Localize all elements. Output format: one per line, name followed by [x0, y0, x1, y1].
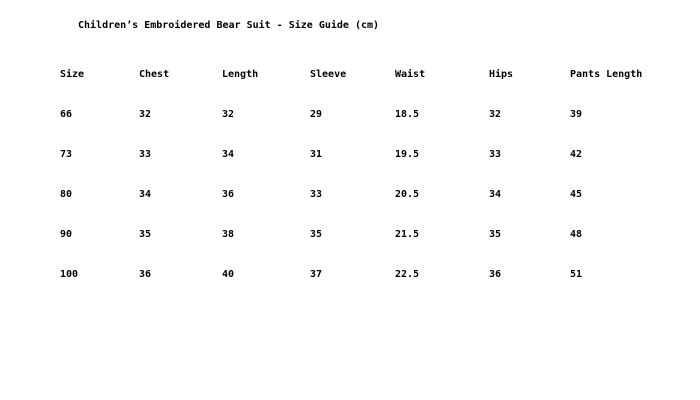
table-cell: 18.5 [395, 109, 420, 120]
column-header: Size [60, 69, 85, 80]
table-cell: 19.5 [395, 149, 420, 160]
table-cell: 20.5 [395, 189, 420, 200]
table-cell: 42 [570, 149, 583, 160]
table-cell: 45 [570, 189, 583, 200]
size-table [60, 69, 700, 309]
table-cell: 51 [570, 269, 583, 280]
table-cell: 36 [489, 269, 502, 280]
table-cell: 34 [139, 189, 152, 200]
table-row [60, 149, 700, 189]
table-cell: 36 [139, 269, 152, 280]
table-cell: 35 [310, 229, 323, 240]
table-cell: 33 [310, 189, 323, 200]
table-cell: 35 [489, 229, 502, 240]
table-cell: 37 [310, 269, 323, 280]
table-cell: 31 [310, 149, 323, 160]
table-cell: 33 [489, 149, 502, 160]
table-cell: 73 [60, 149, 73, 160]
table-row [60, 229, 700, 269]
table-cell: 66 [60, 109, 73, 120]
table-cell: 22.5 [395, 269, 420, 280]
column-header: Hips [489, 69, 514, 80]
table-cell: 38 [222, 229, 235, 240]
table-cell: 29 [310, 109, 323, 120]
table-cell: 34 [489, 189, 502, 200]
table-cell: 32 [489, 109, 502, 120]
table-cell: 36 [222, 189, 235, 200]
column-header: Waist [395, 69, 426, 80]
column-header: Pants Length [570, 69, 643, 80]
table-cell: 90 [60, 229, 73, 240]
table-cell: 33 [139, 149, 152, 160]
table-cell: 100 [60, 269, 79, 280]
table-cell: 48 [570, 229, 583, 240]
table-cell: 34 [222, 149, 235, 160]
column-header: Chest [139, 69, 170, 80]
table-cell: 21.5 [395, 229, 420, 240]
table-cell: 39 [570, 109, 583, 120]
table-cell: 40 [222, 269, 235, 280]
table-header-row [60, 69, 700, 109]
table-row [60, 269, 700, 309]
page-title: Children’s Embroidered Bear Suit - Size Guide (cm) [78, 20, 380, 31]
column-header: Length [222, 69, 259, 80]
table-cell: 32 [222, 109, 235, 120]
column-header: Sleeve [310, 69, 347, 80]
table-cell: 35 [139, 229, 152, 240]
table-row [60, 189, 700, 229]
table-row [60, 109, 700, 149]
table-cell: 32 [139, 109, 152, 120]
table-cell: 80 [60, 189, 73, 200]
